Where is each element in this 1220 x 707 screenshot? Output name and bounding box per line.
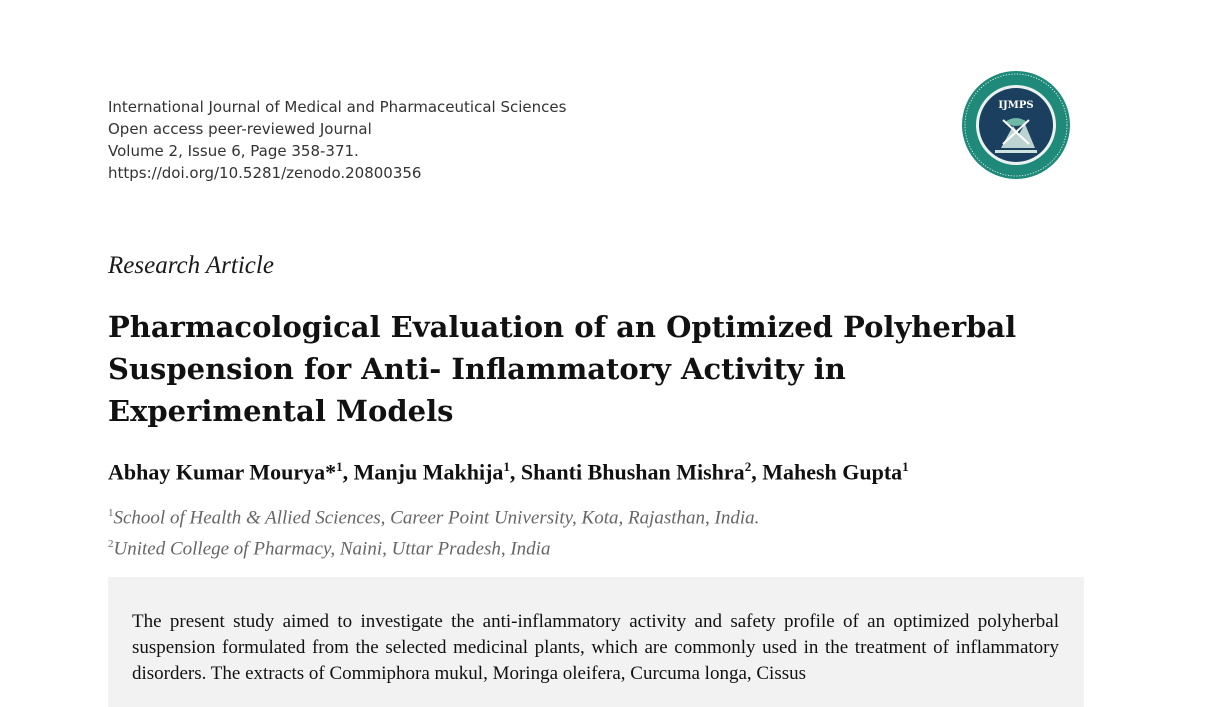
- author-list: [108, 459, 909, 485]
- journal-access: Open access peer-reviewed Journal: [108, 120, 372, 138]
- author-separator: ,: [509, 459, 521, 485]
- affiliation-number: 2: [108, 538, 114, 551]
- author-name: Manju Makhija: [353, 459, 504, 485]
- journal-logo: [961, 70, 1071, 180]
- logo-text: IJMPS: [998, 100, 1034, 111]
- affiliation-text: United College of Pharmacy, Naini, Uttar Pradesh, India: [113, 538, 551, 560]
- journal-doi-link[interactable]: https://doi.org/10.5281/zenodo.20800356: [108, 164, 422, 182]
- author-name: Abhay Kumar Mourya*: [108, 459, 337, 485]
- author-affiliation-mark: 2: [744, 459, 752, 474]
- author-separator: ,: [342, 459, 354, 485]
- author-separator: ,: [751, 459, 763, 485]
- article-type: Research Article: [108, 252, 274, 279]
- author-affiliation-mark: 1: [503, 459, 510, 474]
- abstract-text: The present study aimed to investigate the anti-inflammatory activity and safety profile of an optimized polyherbal suspension formulated from the selected medicinal plants, which are commonly used in the treatment of inflammatory disorders. The extracts of Commiphora mukul, Moringa oleifera, Curcuma longa, Cissus: [132, 611, 1059, 684]
- author-affiliation-mark: 1: [336, 459, 343, 474]
- affiliation-number: 1: [108, 507, 114, 519]
- journal-info: [108, 96, 566, 184]
- author-name: Shanti Bhushan Mishra: [520, 459, 745, 485]
- abstract-box: [108, 577, 1084, 707]
- affiliation-item: [108, 500, 759, 531]
- journal-volume: Volume 2, Issue 6, Page 358-371.: [108, 142, 359, 160]
- author-affiliation-mark: 1: [902, 459, 909, 474]
- author-name: Mahesh Gupta: [762, 459, 903, 485]
- paper-title: Pharmacological Evaluation of an Optimized Polyherbal Suspension for Anti- Inflammatory Activity in Experimental Models: [108, 310, 1017, 428]
- affiliation-list: [108, 500, 759, 563]
- affiliation-text: School of Health & Allied Sciences, Career Point University, Kota, Rajasthan, India.: [113, 507, 760, 529]
- journal-name: International Journal of Medical and Pharmaceutical Sciences: [108, 98, 567, 116]
- affiliation-item: [108, 531, 759, 562]
